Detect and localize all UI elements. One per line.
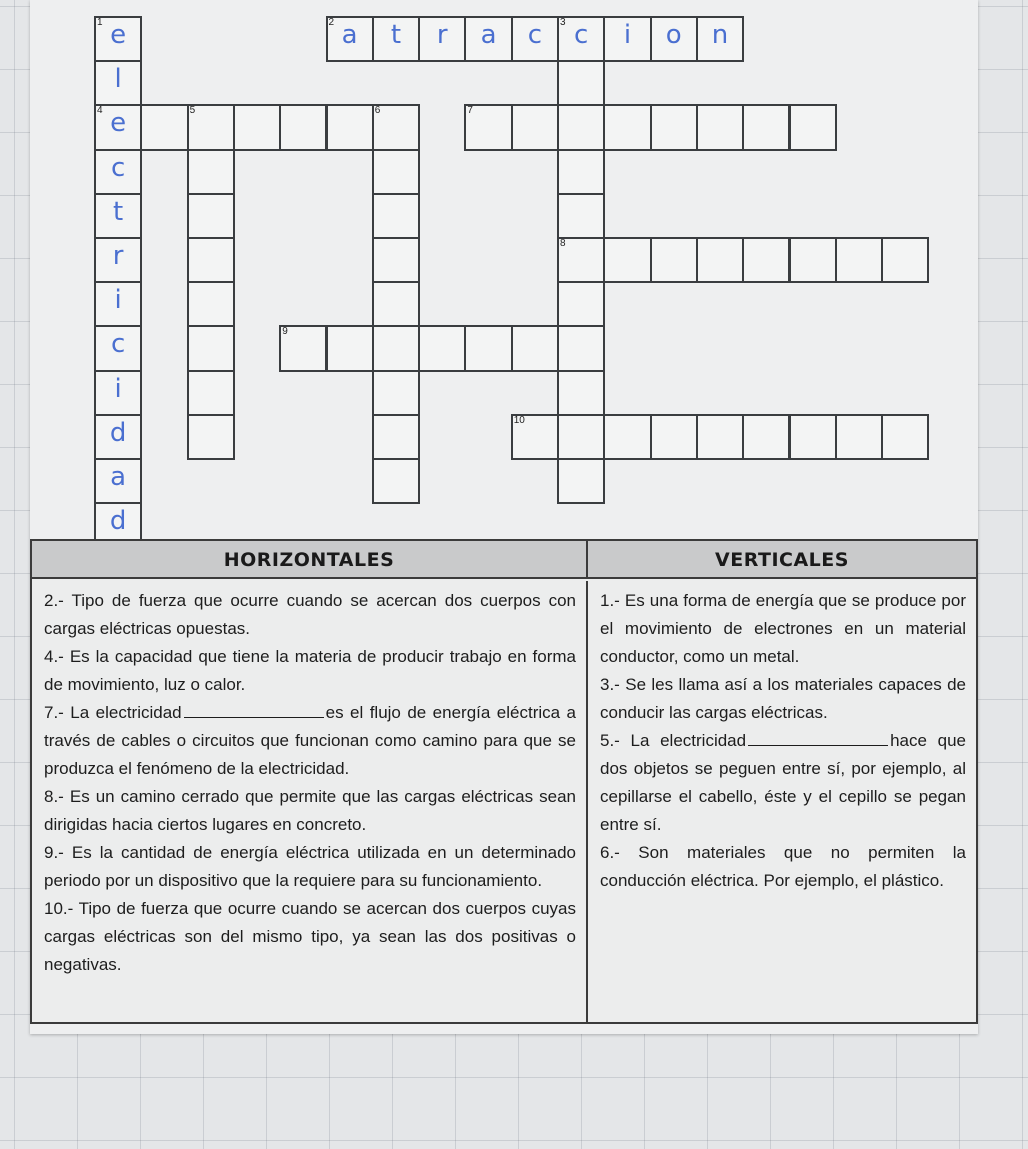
crossword-cell[interactable] [279,104,327,150]
clue-v1: 1.- Es una forma de energía que se produce por el movimiento de electrones en un material conductor, como un metal. [600,591,966,666]
handwritten-letter: d [109,417,127,448]
crossword-cell[interactable] [187,193,235,239]
crossword-cell[interactable] [94,325,142,371]
crossword-cell[interactable] [464,104,512,150]
crossword-cell[interactable] [742,414,790,460]
crossword-cell[interactable] [326,325,374,371]
clue-number: 9 [282,326,288,338]
verticales-header: VERTICALES [588,541,976,579]
crossword-cell[interactable] [94,281,142,327]
handwritten-letter: a [480,20,497,50]
clue-v5-start: 5.- La electricidad [600,731,747,750]
clue-h8: 8.- Es un camino cerrado que permite que las cargas eléctricas sean dirigidas hacia ciertos lugares en concreto. [44,787,576,834]
horizontales-header: HORIZONTALES [32,541,588,579]
crossword-cell[interactable] [187,237,235,283]
crossword-cell[interactable] [233,104,281,150]
handwritten-letter: d [109,506,127,537]
crossword-cell[interactable] [418,16,466,62]
clue-number: 8 [560,238,566,249]
crossword-cell[interactable] [696,104,744,150]
crossword-cell[interactable] [557,149,605,195]
crossword-cell[interactable] [187,281,235,327]
handwritten-letter: a [110,462,127,492]
handwritten-letter: l [114,64,122,95]
clue-h7-start: 7.- La electricidad [44,703,182,722]
clue-number: 10 [513,414,525,426]
crossword-cell[interactable] [881,414,929,460]
clue-number: 1 [97,17,103,28]
crossword-cell[interactable] [557,60,605,106]
crossword-cell[interactable] [603,237,651,283]
handwritten-letter: c [574,20,589,50]
crossword-cell[interactable] [511,16,559,62]
handwritten-letter: i [114,373,122,404]
crossword-cell[interactable] [650,16,698,62]
crossword-cell[interactable] [603,16,651,62]
crossword-cell[interactable] [187,325,235,371]
clues-table [30,539,978,1024]
horizontales-column [32,581,588,1022]
crossword-cell[interactable] [650,237,698,283]
crossword-cell[interactable] [372,281,420,327]
handwritten-letter: i [114,285,122,316]
crossword-cell[interactable] [789,237,837,283]
crossword-cell[interactable] [372,104,420,150]
crossword-cell[interactable] [511,414,559,460]
handwritten-letter: t [113,196,124,227]
handwritten-letter: r [436,20,448,50]
verticales-column [588,581,976,1022]
crossword-cell[interactable] [603,104,651,150]
crossword-cell[interactable] [187,414,235,460]
crossword-cell[interactable] [94,458,142,504]
handwritten-letter: n [711,20,729,50]
crossword-cell[interactable] [464,16,512,62]
crossword-cell[interactable] [187,104,235,150]
handwritten-letter: e [110,108,127,139]
crossword-cell[interactable] [140,104,188,150]
clue-v5-end: hace que dos objetos se peguen entre sí, por ejemplo, al cepillarse el cabello, éste y el cepillo se pegan entre sí. [600,731,966,834]
crossword-cell[interactable] [557,193,605,239]
crossword-cell[interactable] [94,414,142,460]
clue-number: 7 [467,105,473,117]
crossword-cell[interactable] [557,281,605,327]
crossword-cell[interactable] [650,104,698,150]
crossword-cell[interactable] [94,16,142,62]
clue-number: 3 [560,17,566,28]
crossword-cell[interactable] [94,104,142,150]
crossword-cell[interactable] [372,149,420,195]
crossword-cell[interactable] [372,193,420,239]
crossword-cell[interactable] [557,104,605,150]
crossword-cell[interactable] [464,325,512,371]
crossword-cell[interactable] [650,414,698,460]
handwritten-letter: c [111,329,126,360]
crossword-cell[interactable] [881,237,929,283]
crossword-cell[interactable] [94,60,142,106]
clue-h4: 4.- Es la capacidad que tiene la materia de producir trabajo en forma de movimiento, luz o calor. [44,647,576,694]
crossword-cell[interactable] [372,414,420,460]
crossword-cell[interactable] [372,16,420,62]
crossword-cell[interactable] [835,414,883,460]
crossword-cell[interactable] [94,149,142,195]
crossword-cell[interactable] [511,325,559,371]
crossword-cell[interactable] [372,458,420,504]
crossword-cell[interactable] [742,237,790,283]
crossword-cell[interactable] [94,370,142,416]
crossword-cell[interactable] [603,414,651,460]
crossword-cell[interactable] [279,325,327,371]
clue-v6: 6.- Son materiales que no permiten la conducción eléctrica. Por ejemplo, el plástico. [600,843,966,890]
crossword-cell[interactable] [557,237,605,283]
answer-blank[interactable] [184,699,324,718]
handwritten-letter: i [623,20,632,50]
clue-number: 2 [328,17,335,28]
crossword-cell[interactable] [742,104,790,150]
handwritten-letter: r [112,241,124,271]
crossword-cell[interactable] [696,16,744,62]
crossword-cell[interactable] [696,414,744,460]
crossword-cell[interactable] [557,325,605,371]
crossword-cell[interactable] [511,104,559,150]
crossword-cell[interactable] [187,149,235,195]
crossword-cell[interactable] [418,325,466,371]
crossword-cell[interactable] [557,458,605,504]
crossword-cell[interactable] [372,370,420,416]
handwritten-letter: e [110,20,127,50]
handwritten-letter: c [111,152,126,183]
crossword-cell[interactable] [557,370,605,416]
answer-blank[interactable] [748,727,888,746]
handwritten-letter: o [665,20,682,50]
crossword-cell[interactable] [326,16,374,62]
clue-v5 [600,727,966,839]
clue-number: 6 [374,105,381,117]
handwritten-letter: c [527,20,542,50]
clue-number: 5 [189,105,196,117]
crossword-grid [0,0,1028,545]
crossword-cell[interactable] [789,104,837,150]
handwritten-letter: a [341,20,358,50]
crossword-cell[interactable] [557,16,605,62]
crossword-cell[interactable] [326,104,374,150]
crossword-cell[interactable] [835,237,883,283]
crossword-cell[interactable] [372,325,420,371]
handwritten-letter: t [390,20,402,50]
clue-h7-end: es el flujo de energía eléctrica a través de cables o circuitos que funcionan como camino para que se produzca el fenómeno de la electricidad. [44,703,576,778]
crossword-cell[interactable] [557,414,605,460]
clue-h9: 9.- Es la cantidad de energía eléctrica utilizada en un determinado periodo por un dispositivo que la requiere para su funcionamiento. [44,843,576,890]
crossword-cell[interactable] [696,237,744,283]
clue-v3: 3.- Se les llama así a los materiales capaces de conducir las cargas eléctricas. [600,675,966,722]
clue-number: 4 [97,105,103,117]
crossword-cell[interactable] [187,370,235,416]
clue-h2: 2.- Tipo de fuerza que ocurre cuando se acercan dos cuerpos con cargas eléctricas opuestas. [44,591,576,638]
crossword-cell[interactable] [372,237,420,283]
crossword-cell[interactable] [94,193,142,239]
clue-h7 [44,699,576,783]
crossword-cell[interactable] [789,414,837,460]
clue-h10: 10.- Tipo de fuerza que ocurre cuando se acercan dos cuerpos cuyas cargas eléctricas son del mismo tipo, ya sean las dos positivas o negativas. [44,899,576,974]
crossword-cell[interactable] [94,237,142,283]
